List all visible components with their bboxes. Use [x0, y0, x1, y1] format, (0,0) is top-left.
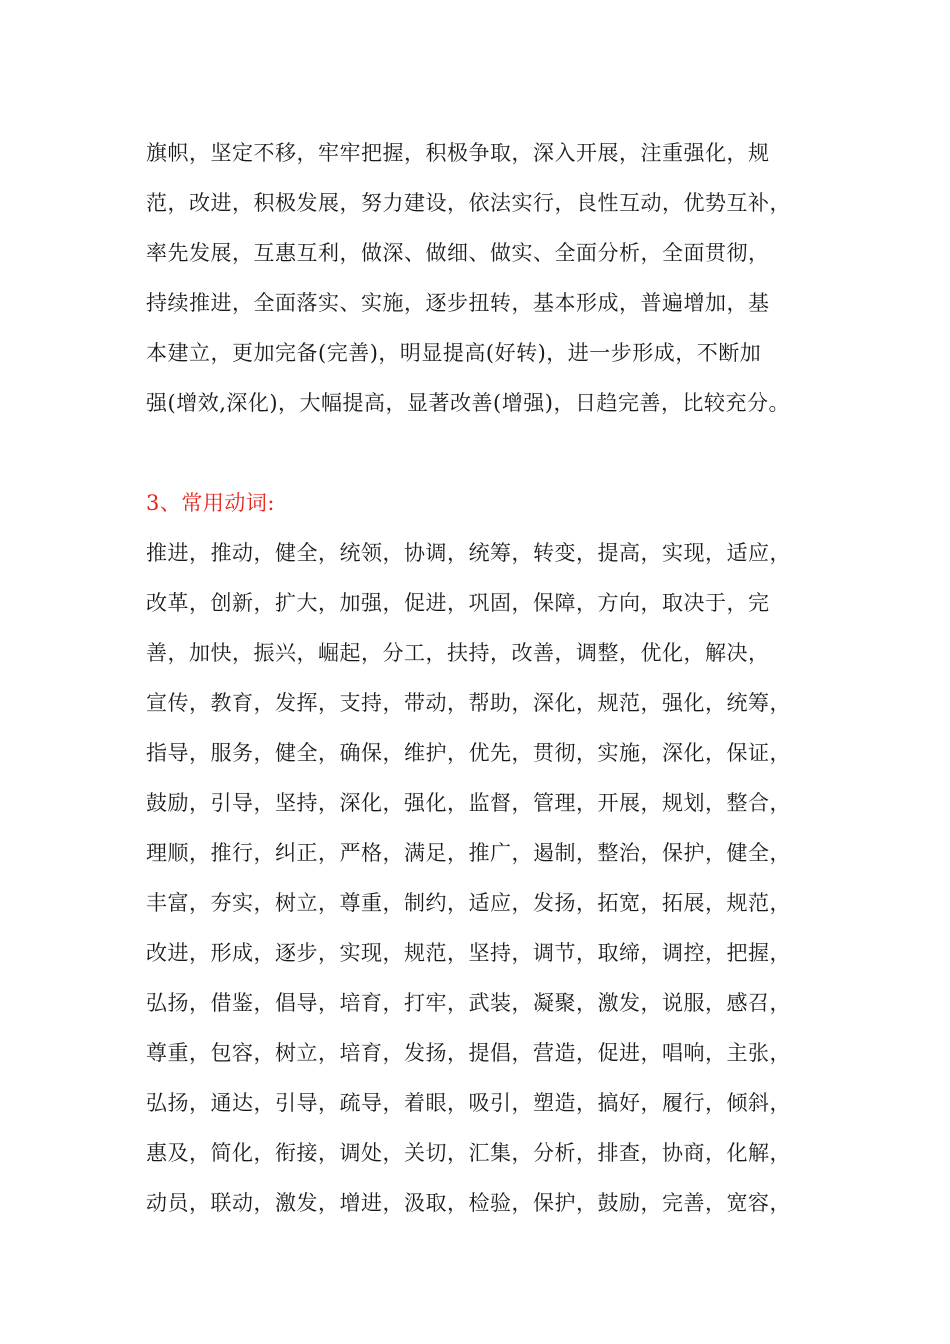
- text-line: 弘扬，通达，引导，疏导，着眼，吸引，塑造，搞好，履行，倾斜，: [146, 1091, 791, 1115]
- text-line: 丰富，夯实，树立，尊重，制约，适应，发扬，拓宽，拓展，规范，: [146, 891, 791, 915]
- text-line: 鼓励，引导，坚持，深化，强化，监督，管理，开展，规划，整合，: [146, 791, 791, 815]
- text-line: 改革，创新，扩大，加强，促进，巩固，保障，方向，取决于，完: [146, 591, 770, 615]
- text-line: 持续推进，全面落实、实施，逐步扭转，基本形成，普遍增加，基: [146, 291, 770, 315]
- text-line: 理顺，推行，纠正，严格，满足，推广，遏制，整治，保护，健全，: [146, 841, 791, 865]
- text-line: 宣传，教育，发挥，支持，带动，帮助，深化，规范，强化，统筹，: [146, 691, 791, 715]
- text-line: 率先发展，互惠互利，做深、做细、做实、全面分析，全面贯彻，: [146, 241, 770, 265]
- section-heading: 3、常用动词:: [146, 491, 275, 515]
- text-line: 动员，联动，激发，增进，汲取，检验，保护，鼓励，完善，宽容，: [146, 1191, 791, 1215]
- text-line: 范，改进，积极发展，努力建设，依法实行，良性互动，优势互补，: [146, 191, 791, 215]
- text-line: 尊重，包容，树立，培育，发扬，提倡，营造，促进，唱响，主张，: [146, 1041, 791, 1065]
- section-common-verbs: [146, 478, 836, 1228]
- text-line: 惠及，简化，衔接，调处，关切，汇集，分析，排查，协商，化解，: [146, 1141, 791, 1165]
- text-line: 推进，推动，健全，统领，协调，统筹，转变，提高，实现，适应，: [146, 541, 791, 565]
- text-line: 善，加快，振兴，崛起，分工，扶持，改善，调整，优化，解决，: [146, 641, 770, 665]
- text-line: 指导，服务，健全，确保，维护，优先，贯彻，实施，深化，保证，: [146, 741, 791, 765]
- text-line: 旗帜，坚定不移，牢牢把握，积极争取，深入开展，注重强化，规: [146, 141, 770, 165]
- text-line: 改进，形成，逐步，实现，规范，坚持，调节，取缔，调控，把握，: [146, 941, 791, 965]
- text-line: 强(增效,深化)，大幅提高，显著改善(增强)，日趋完善，比较充分。: [146, 391, 790, 415]
- paragraph-continued: [146, 128, 836, 428]
- text-line: 弘扬，借鉴，倡导，培育，打牢，武装，凝聚，激发，说服，感召，: [146, 991, 791, 1015]
- text-line: 本建立，更加完备(完善)，明显提高(好转)，进一步形成，不断加: [146, 341, 762, 365]
